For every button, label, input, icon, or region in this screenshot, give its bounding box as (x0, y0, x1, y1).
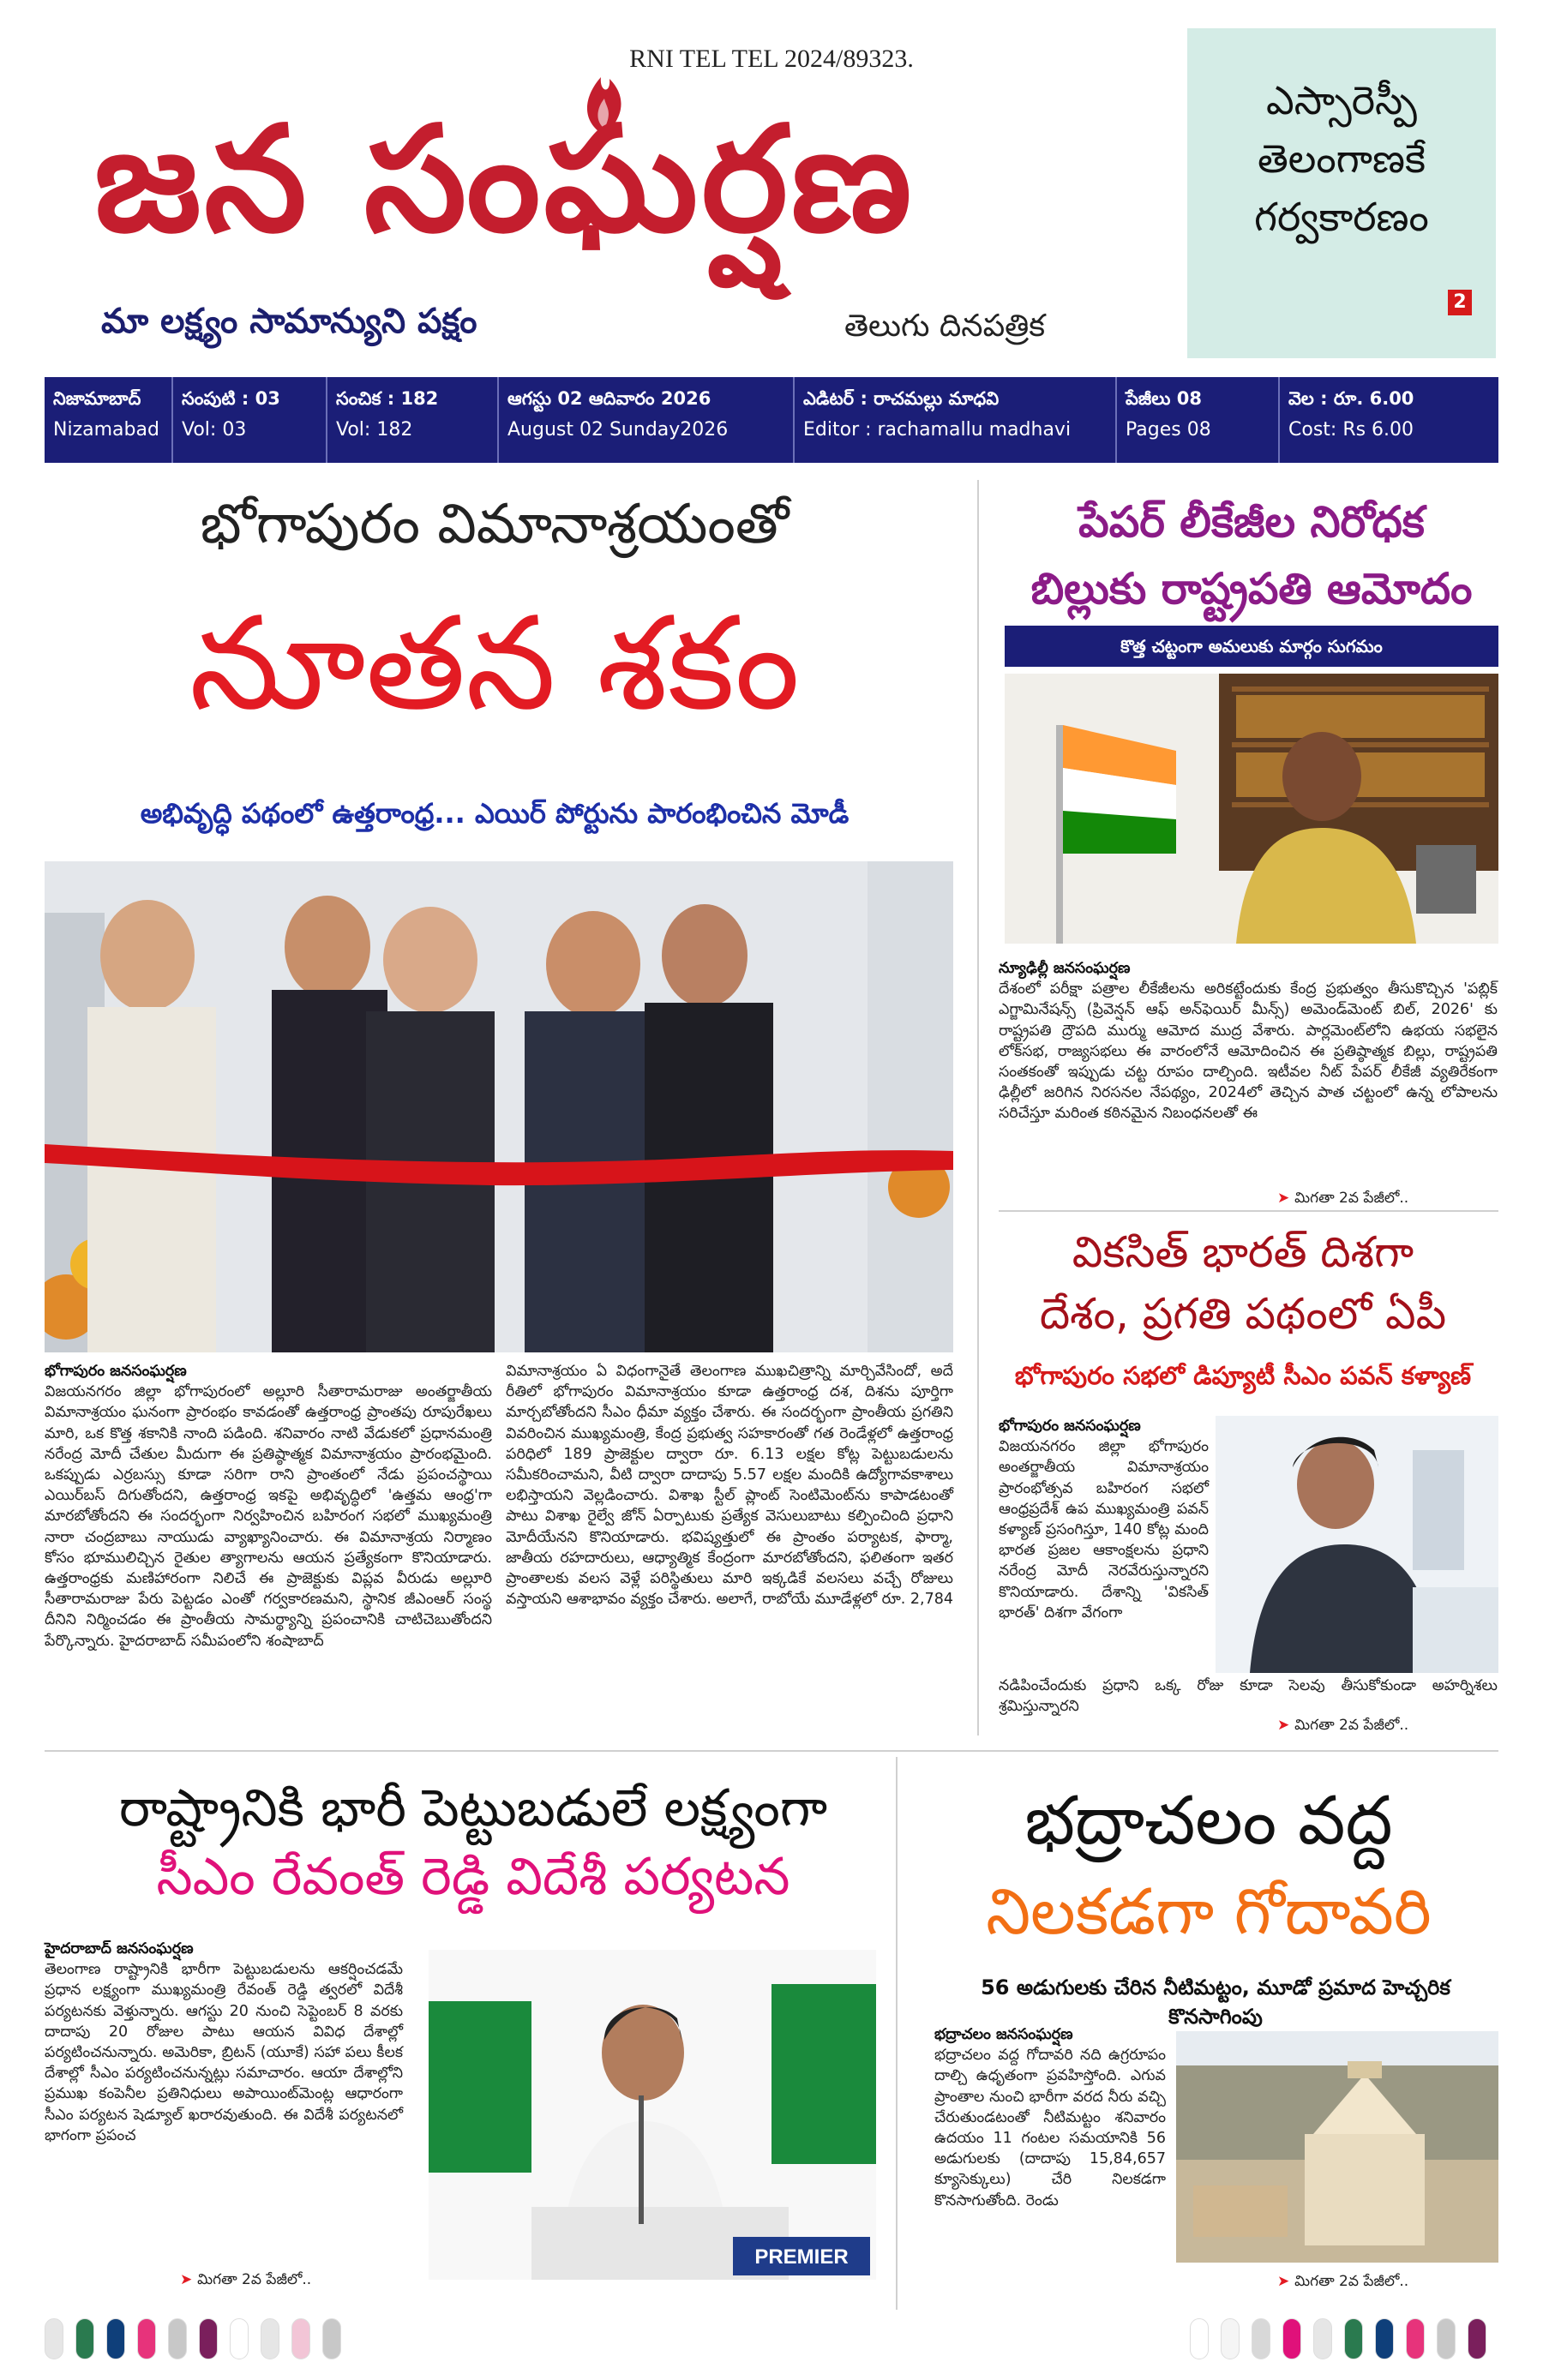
info-editor: ఎడిటర్ : రాచమల్లు మాధవి Editor : rachamallu madhavi (795, 377, 1117, 463)
rni-number: RNI TEL TEL 2024/89323. (629, 45, 914, 73)
color-swatch (1221, 2318, 1240, 2359)
info-date: ఆగస్టు 02 ఆదివారం 2026 August 02 Sunday2026 (499, 377, 795, 463)
story-divider (999, 1210, 1498, 1212)
bottom-story-1-body (45, 1939, 403, 2146)
promo-box[interactable] (1187, 28, 1496, 358)
continued-link[interactable]: ➤ మిగతా 2వ పేజీలో.. (1277, 2273, 1409, 2290)
bottom-story-2-photo[interactable] (1176, 2031, 1498, 2263)
bottom-story-1-dateline: హైదరాబాద్ జనసంఘర్షణ (45, 1940, 194, 1957)
promo-page-badge: 2 (1448, 290, 1472, 315)
color-swatch (168, 2318, 187, 2359)
lead-dateline: భోగాపురం జనసంఘర్షణ (45, 1363, 187, 1380)
bottom-story-2-subheadline: 56 అడుగులకు చేరిన నీటిమట్టం, మూడో ప్రమాద హెచ్చరిక కొనసాగింపు (981, 1975, 1450, 2029)
color-swatch (1437, 2318, 1456, 2359)
color-swatch (106, 2318, 125, 2359)
bottom-story-1-text: తెలంగాణ రాష్ట్రానికి భారీగా పెట్టుబడులను ఆకర్షించడమే ప్రధాన లక్ష్యంగా ముఖ్యమంత్రి రేవంత్ రెడ్డి త్వరలో విదేశీ పర్యటనకు వెళ్తున్నారు. ఆగస్టు 20 నుంచి సెప్టెంబర్ 8 వరకు దాదాపు 20 రోజుల పాటు ఆయన వివిధ దేశాల్లో పర్యటించనున్నారు. అమెరికా, బ్రిటన్ (యూకే) సహా పలు కీలక దేశాల్లో సీఎం పర్యటించనున్నట్లు సమాచారం. ఆయా దేశాల్లోని ప్రముఖ కంపెనీల ప్రతినిధులు అపాయింట్‌మెంట్ల ఆధారంగా సీఎం పర్యటన షెడ్యూల్ ఖరారవుతుంది. ఈ విదేశీ పర్యటనలో భాగంగా ప్రపంచ (45, 1961, 403, 2144)
lead-headline[interactable]: నూతన శకం (189, 590, 801, 739)
ribbon-cutting-illustration (45, 861, 953, 1352)
promo-line: గర్వకారణం (1254, 194, 1429, 240)
info-volume: సంపుటి : 03 Vol: 03 (173, 377, 327, 463)
bottom-story-1-photo[interactable] (429, 1950, 876, 2280)
right-story-2-photo[interactable] (1216, 1416, 1498, 1673)
info-pages: పేజీలు 08 Pages 08 (1117, 377, 1280, 463)
bottom-story-2-dateline: భద్రాచలం జనసంఘర్షణ (934, 2026, 1073, 2043)
color-swatch (1190, 2318, 1209, 2359)
continued-link[interactable]: ➤ మిగతా 2వ పేజీలో.. (180, 2271, 312, 2288)
lead-photo[interactable] (45, 861, 953, 1352)
promo-line: తెలంగాణకే (1257, 135, 1426, 182)
print-color-swatches (45, 2318, 1498, 2359)
right-story-2-headline[interactable]: వికసిత్ భారత్ దిశగా దేశం, ప్రగతి పథంలో ఏపీ (1039, 1227, 1447, 1339)
arrow-icon: ➤ (180, 2271, 198, 2288)
flood-temple-illustration (1176, 2031, 1498, 2263)
color-swatch (261, 2318, 279, 2359)
info-price: వెల : రూ. 6.00 Cost: Rs 6.00 (1288, 388, 1414, 441)
right-story-1-text: దేశంలో పరీక్షా పత్రాల లీకేజీలను అరికట్టేందుకు కేంద్ర ప్రభుత్వం తీసుకొచ్చిన 'పబ్లిక్ ఎగ్జామినేషన్స్ (ప్రివెన్షన్ ఆఫ్ అన్‌ఫెయిర్ మీన్స్) అమెండ్‌మెంట్ బిల్, 2026' కు రాష్ట్రపతి ద్రౌపది ముర్ము ఆమోద ముద్ర వేశారు. పార్లమెంట్‌లోని ఉభయ సభలైన లోక్‌సభ, రాజ్యసభలు ఈ వారంలోనే ఆమోదించిన ఈ ప్రతిష్ఠాత్మక బిల్లు, రాష్ట్రపతి సంతకంతో ఇప్పుడు చట్ట రూపం దాల్చింది. ఇటీవల నీట్ పేపర్ లీకేజీ వ్యతిరేకంగా ఢిల్లీలో జరిగిన నిరసనల నేపథ్యం, 2024లో తెచ్చిన పాత చట్టంలో ఉన్న లోపాలను సరిచేస్తూ మరింత కఠినమైన నిబంధనలతో ఈ (999, 980, 1498, 1123)
right-story-2-text: విజయనగరం జిల్లా భోగాపురం అంతర్జాతీయ విమానాశ్రయం ప్రారంభోత్సవ బహిరంగ సభలో ఆంధ్రప్రదేశ్ ఉప ముఖ్యమంత్రి పవన్ కళ్యాణ్ ప్రసంగిస్తూ, 140 కోట్ల మంది భారత ప్రజల ఆకాంక్షలను ప్రధాని నరేంద్ర మోదీ నెరవేరుస్తున్నారని కొనియాడారు. దేశాన్ని 'వికసిత్ భారత్' దిశగా వేగంగా (999, 1438, 1209, 1622)
right-story-1-photo[interactable] (1005, 674, 1498, 944)
promo-text (1187, 71, 1496, 246)
color-swatch (1313, 2318, 1332, 2359)
bottom-story-2-body (934, 2024, 1166, 2211)
info-issue: సంచిక : 182 Vol: 182 (327, 377, 499, 463)
color-swatch (75, 2318, 94, 2359)
color-swatch (137, 2318, 156, 2359)
color-swatch (322, 2318, 341, 2359)
edition-info-bar (45, 377, 1498, 463)
masthead-logo (94, 60, 1123, 274)
lead-kicker: భోగాపురం విమానాశ్రయంతో (200, 493, 790, 556)
promo-line: ఎస్సారెస్పీ (1266, 77, 1417, 123)
continued-link[interactable]: ➤ మిగతా 2వ పేజీలో.. (1277, 1190, 1409, 1207)
arrow-icon: ➤ (1277, 1717, 1295, 1734)
arrow-icon: ➤ (1277, 2273, 1295, 2290)
photo-brand-label: PREMIER (754, 2245, 849, 2269)
column-divider (977, 480, 979, 1736)
color-swatch (1375, 2318, 1394, 2359)
lead-body-column-1 (45, 1361, 492, 1652)
lead-body-text: విజయనగరం జిల్లా భోగాపురంలో అల్లూరి సీతారామరాజు అంతర్జాతీయ విమానాశ్రయం ఘనంగా ప్రారంభం కావడంతో ఉత్తరాంధ్ర ప్రాంతపు రూపురేఖలు మారి, ఒక కొత్త శకానికి నాంది పడింది. శనివారం నాటి వేడుకలో ప్రధానమంత్రి నరేంద్ర మోదీ చేతుల మీదుగా ఈ ప్రతిష్ఠాత్మక విమానాశ్రయం ప్రారంభమైంది. ఒకప్పుడు ఎర్రబస్సు కూడా సరిగా రాని ప్రాంతంలో నేడు ప్రపంచస్థాయి ఎయిర్‌బస్ దిగుతోందని, ఉత్తరాంధ్ర ఇకపై అభివృద్ధిలో 'ఉత్తమ ఆంధ్ర'గా మారబోతోందని ఈ సందర్భంగా నిర్వహించిన బహిరంగ సభలో ముఖ్యమంత్రి నారా చంద్రబాబు నాయుడు వ్యాఖ్యానించారు. ఈ విమానాశ్రయ నిర్మాణం కోసం భూములిచ్చిన రైతుల త్యాగాలను ఆయన ప్రత్యేకంగా కొనియాడారు. ఉత్తరాంధ్రకు మణిహారంగా నిలిచే ఈ ప్రాజెక్టుకు విప్లవ వీరుడు అల్లూరి సీతారామరాజు పేరు పెట్టడం ఎంతో గర్వకారణమని, స్థానిక జీఎంఆర్ సంస్థ దీనిని నిర్మించడం ఈ ప్రాంతీయ సామర్థ్యాన్ని ప్రపంచానికి చాటిచెబుతోందని పేర్కొన్నారు. హైదరాబాద్ సమీపంలోని శంషాబాద్ (45, 1383, 492, 1650)
masthead-title: జన సంఘర్షణ (94, 95, 916, 265)
press-meet-illustration (429, 1950, 876, 2280)
color-swatch (1406, 2318, 1425, 2359)
color-swatch (1252, 2318, 1270, 2359)
color-swatch (45, 2318, 63, 2359)
masthead-daily-label: తెలుగు దినపత్రిక (844, 309, 1046, 344)
right-story-1-subhead-bar: కొత్త చట్టంగా అమలుకు మార్గం సుగమం (1005, 626, 1498, 667)
color-swatch (199, 2318, 218, 2359)
color-swatch (1282, 2318, 1301, 2359)
color-swatch (1468, 2318, 1486, 2359)
bottom-story-2-headline-line-1[interactable]: భద్రాచలం వద్ద (1024, 1783, 1393, 1860)
right-story-1-body (999, 958, 1498, 1124)
color-swatch (1344, 2318, 1363, 2359)
arrow-icon: ➤ (1277, 1190, 1295, 1207)
bottom-story-1-headline-line-2[interactable]: సీఎం రేవంత్ రెడ్డి విదేశీ పర్యటన (156, 1847, 790, 1907)
right-story-1-headline[interactable]: పేపర్ లీకేజీల నిరోధక బిల్లుకు రాష్ట్రపతి ఆమోదం (1030, 497, 1473, 614)
right-story-2-dateline: భోగాపురం జనసంఘర్షణ (999, 1418, 1141, 1435)
lead-subheadline: అభివృద్ధి పథంలో ఉత్తరాంధ్ర... ఎయిర్ పోర్టును పారంభించిన మోడీ (140, 797, 850, 830)
right-story-2-subheadline: భోగాపురం సభలో డిప్యూటీ సీఎం పవన్ కళ్యాణ్ (1014, 1361, 1472, 1390)
continued-link[interactable]: ➤ మిగతా 2వ పేజీలో.. (1277, 1717, 1409, 1734)
section-divider (45, 1750, 1498, 1752)
right-story-2-body (999, 1416, 1209, 1623)
color-swatch (230, 2318, 249, 2359)
right-story-2-body-continued: నడిపించేందుకు ప్రధాని ఒక్క రోజు కూడా సెలవు తీసుకోకుండా అహర్నిశలు శ్రమిస్తున్నారని (999, 1677, 1498, 1716)
right-story-1-dateline: న్యూఢిల్లీ జనసంఘర్షణ (999, 960, 1131, 977)
bottom-story-1-headline-line-1[interactable]: రాష్ట్రానికి భారీ పెట్టుబడులే లక్ష్యంగా (118, 1778, 828, 1838)
color-swatch (291, 2318, 310, 2359)
bottom-story-2-text: భద్రాచలం వద్ద గోదావరి నది ఉగ్రరూపం దాల్చి ఉధృతంగా ప్రవహిస్తోంది. ఎగువ ప్రాంతాల నుంచి భారీగా వరద నీరు వచ్చి చేరుతుండటంతో నీటిమట్టం శనివారం ఉదయం 11 గంటల సమయానికి 56 అడుగులకు (దాదాపు 15,84,657 క్యూసెక్కులు) చేరి నిలకడగా కొనసాగుతోంది. రెండు (934, 2047, 1166, 2209)
lead-body-column-2: విమానాశ్రయం ఏ విధంగానైతే తెలంగాణ ముఖచిత్రాన్ని మార్చివేసిందో, అదే రీతిలో భోగాపురం విమానాశ్రయం కూడా ఉత్తరాంధ్ర దశ, దిశను పూర్తిగా మార్చబోతోందని సీఎం ధీమా వ్యక్తం చేశారు. ఈ సందర్భంగా ప్రాంతీయ ప్రగతిని వివరించిన ముఖ్యమంత్రి, కేంద్ర ప్రభుత్వ సహకారంతో గత రెండేళ్లలో ఉత్తరాంధ్ర పరిధిలో 189 ప్రాజెక్టుల ద్వారా రూ. 6.13 లక్షల కోట్ల పెట్టుబడులను సమీకరించామని, వీటి ద్వారా దాదాపు 5.57 లక్షల మందికి ఉద్యోగావకాశాలు లభిస్తాయని వెల్లడించారు. విశాఖ స్టీల్ ప్లాంట్ సెంటిమెంట్‌ను కాపాడటంతో పాటు విశాఖ రైల్వే జోన్ ఏర్పాటుకు ప్రత్యేక వెసులుబాటు కల్పించింది ప్రధాని మోదీయేనని కొనియాడారు. భవిష్యత్తులో ఈ ప్రాంతం పర్యాటక, ఫార్మా, జాతీయ రహదారులు, ఆధ్యాత్మిక కేంద్రంగా మారబోతోందని, ఫలితంగా ఇతర ప్రాంతాలకు వలస వెళ్లే పరిస్థితులు మారి ఇక్కడికే వలసలు వచ్చే రోజులు వస్తాయని ఆశాభావం వ్యక్తం చేశారు. అలాగే, రాబోయే మూడేళ్లలో రూ. 2,784 (506, 1363, 953, 1609)
info-city: నిజామాబాద్ Nizamabad (45, 377, 173, 463)
speaker-illustration (1216, 1416, 1498, 1673)
masthead-tagline: మా లక్ష్యం సామాన్యుని పక్షం (101, 302, 477, 341)
bottom-story-2-headline-line-2[interactable]: నిలకడగా గోదావరి (986, 1875, 1432, 1949)
president-portrait-illustration (1005, 674, 1498, 944)
